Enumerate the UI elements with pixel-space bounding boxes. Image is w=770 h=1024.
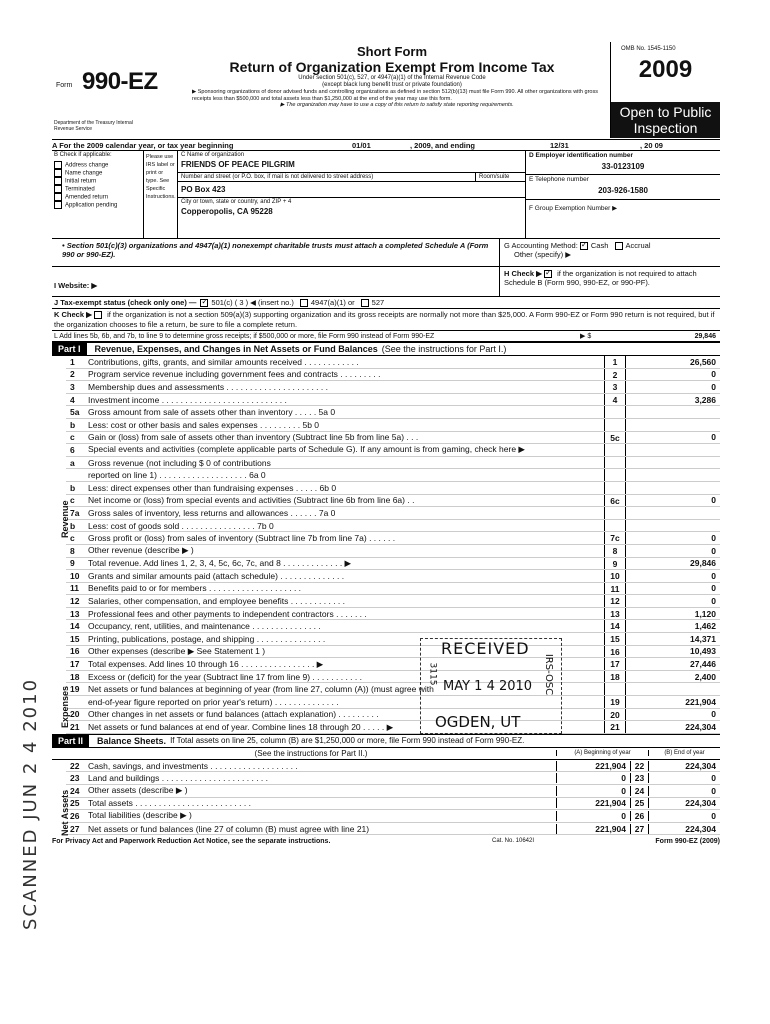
line-amount[interactable]: 224,304 [685,722,716,733]
balance-sheet-line [66,785,720,798]
part-1-note: (See the instructions for Part I.) [381,344,507,354]
line-amount[interactable]: 0 [711,583,716,594]
accounting-method [500,239,720,266]
form-header [52,40,720,140]
end-of-year-amount[interactable]: 224,304 [648,761,720,771]
cash-label: Cash [590,241,609,250]
line-description: Other expenses (describe ▶ See Statement 1 ) [88,645,266,656]
line-number: 5a [70,407,80,418]
form-title: Return of Organization Exempt From Income Tax [229,59,555,75]
balance-sheet-line [66,823,720,836]
scanned-stamp: SCANNED JUN 2 4 2010 [20,677,41,930]
line-box-number: 19 [604,696,626,708]
check-applicable [52,151,144,238]
part-1-line [66,495,720,508]
form-footer [52,838,720,845]
line-description: Less: direct expenses other than fundraising expenses . . . . . 6b 0 [88,482,337,493]
line-number: c [70,432,75,443]
part-1-line [66,457,720,470]
beginning-of-year-amount[interactable]: 0 [556,786,630,796]
room-label: Room/suite [475,173,525,181]
line-description: Other assets (describe ▶ ) [88,785,188,796]
line-amount[interactable]: 1,120 [694,608,716,619]
checkbox-icon[interactable] [54,177,62,185]
501c-label: 501(c) ( 3 ) ◀ (insert no.) [211,298,294,307]
part-1-line [66,381,720,394]
line-amount[interactable]: 0 [711,570,716,581]
omb-number: OMB No. 1545-1150 [621,46,676,52]
website-label: I Website: ▶ [54,281,98,290]
line-amount[interactable]: 29,846 [690,558,716,569]
part-1-line [66,595,720,608]
line-amount[interactable]: 0 [711,432,716,443]
check-amended-return[interactable] [54,193,141,201]
line-description: Gross revenue (not including $ 0 of contributions [88,457,271,468]
line-box-number: 12 [604,595,626,607]
4947-checkbox-icon[interactable] [300,299,308,307]
line-description: Net assets or fund balances at beginning of year (from line 27, column (A)) (must agree with [88,684,434,695]
net-assets-side-label: Net Assets [60,789,70,836]
tax-year-end[interactable]: 12/31 [550,140,569,150]
line-number: b [70,419,76,430]
checkbox-icon[interactable] [54,193,62,201]
footer-form-label: Form 990-EZ (2009) [655,838,720,846]
line-amount[interactable]: 0 [711,533,716,544]
gross-receipts-amount[interactable]: 29,846 [694,332,716,340]
part-2-instructions: (See the instructions for Part II.) [254,748,368,758]
line-description: Net income or (loss) from special events and activities (Subtract line 6b from line 6a) . . [88,495,415,506]
section-501-g-block [52,239,720,267]
line-box-number: 20 [604,709,626,721]
line-description: Investment income . . . . . . . . . . . . . . . . . . . . . . . . . . . [88,394,287,405]
stamp-received: RECEIVED [441,639,530,658]
stamp-city: OGDEN, UT [435,713,521,731]
k-label: K Check ▶ [54,310,92,319]
schedule-b-check [500,267,720,296]
balance-sheet-line [66,760,720,773]
part-1-line [66,658,720,671]
line-box-number: 8 [604,545,626,557]
org-info-block [52,151,720,239]
line-number: b [70,520,76,531]
part-1-line [66,633,720,646]
line-box-number: 27 [630,824,648,834]
end-of-year-amount[interactable]: 224,304 [648,824,720,834]
line-number: 16 [70,646,80,657]
line-box-number: 3 [604,381,626,393]
line-a-label: A For the 2009 calendar year, or tax year beginning [52,140,234,150]
beginning-of-year-amount[interactable]: 221,904 [556,761,630,771]
line-number: 17 [70,659,80,670]
line-amount[interactable]: 2,400 [694,671,716,682]
part-1-line [66,507,720,520]
line-amount[interactable]: 0 [711,495,716,506]
line-box-number: 9 [604,558,626,570]
line-description: Excess or (deficit) for the year (Subtract line 17 from line 9) . . . . . . . . . . . [88,671,362,682]
part-1-line [66,444,720,457]
line-box-number: 5c [604,432,626,444]
line-amount[interactable]: 26,560 [690,356,716,367]
line-number: 6 [70,444,75,455]
beginning-of-year-amount[interactable]: 0 [556,773,630,783]
checkbox-icon[interactable] [54,161,62,169]
line-box-number: 26 [630,811,648,821]
phone-label: E Telephone number [529,176,589,183]
end-of-year-amount[interactable]: 0 [648,786,720,796]
end-of-year-amount[interactable]: 0 [648,811,720,821]
check-label: Address change [65,162,109,169]
line-box-number [604,469,626,481]
part-1-line [66,683,720,696]
subtitle-1: Under section 501(c), 527, or 4947(a)(1) of the Internal Revenue Code [298,75,486,81]
line-number: 22 [70,760,80,771]
short-form-title: Short Form [356,44,428,59]
line-amount[interactable]: 221,904 [685,696,716,707]
line-a-mid: , 2009, and ending [410,140,476,150]
line-box-number: 25 [630,798,648,808]
section-501-note: • Section 501(c)(3) organizations and 4947(a)(1) nonexempt charitable trusts must attach a completed Schedule A (Form 990 or 990-EZ). [52,239,500,266]
check-applicable-label: B Check if applicable: [54,152,112,158]
part-2-note: If Total assets on line 25, column (B) are $1,250,000 or more, file Form 990 instead of Form 990-EZ. [170,736,525,746]
col-a-header: (A) Beginning of year [556,750,648,756]
line-description: Occupancy, rent, utilities, and maintenance . . . . . . . . . . . . . . . [88,621,321,632]
line-box-number: 23 [630,773,648,783]
end-of-year-amount[interactable]: 0 [648,773,720,783]
accrual-checkbox-icon[interactable] [615,242,623,250]
line-description: Program service revenue including government fees and contracts . . . . . . . . . [88,369,381,380]
part-1-line [66,432,720,445]
check-terminated[interactable] [54,185,141,193]
line-box-number [604,444,626,456]
cash-checkbox-icon[interactable] [580,242,588,250]
part-2-title: Balance Sheets. [97,735,167,746]
subtitle-2: (except black lung benefit trust or private foundation) [322,82,462,88]
ein-label: D Employer identification number [529,152,634,159]
balance-sheet-line [66,810,720,823]
line-amount[interactable]: 0 [711,381,716,392]
check-label: Application pending [65,202,118,209]
line-box-number [604,683,626,695]
line-description: Total liabilities (describe ▶ ) [88,810,192,821]
please-use-label: Please use IRS label or print or type. See Specific Instructions. [144,151,178,238]
part-2-label: Part II [52,735,89,747]
line-box-number: 15 [604,633,626,645]
part-1-line [66,356,720,369]
check-application-pending[interactable] [54,201,141,209]
line-amount[interactable]: 0 [711,596,716,607]
check-label: Name change [65,170,103,177]
part-1-label: Part I [52,343,87,355]
tax-year: 2009 [638,56,693,83]
part-1-line [66,721,720,734]
line-box-number: 24 [630,786,648,796]
checkbox-icon[interactable] [54,185,62,193]
line-description: Other changes in net assets or fund balances (attach explanation) . . . . . . . . . [88,709,379,720]
ein-phone-block [526,151,720,238]
omb-box [610,42,720,138]
check-label: Amended return [65,194,109,201]
stamp-side-2: IRS-OSC [542,653,554,696]
line-number: c [70,533,75,544]
org-name-label: C Name of organization [181,152,245,158]
part-1-lines [52,356,720,734]
accrual-label: Accrual [625,241,651,250]
line-number: 7a [70,507,80,518]
line-number: 12 [70,596,80,607]
part-1-line [66,394,720,407]
privacy-notice: For Privacy Act and Paperwork Reduction Act Notice, see the separate instructions. [52,838,331,846]
line-description: Benefits paid to or for members . . . . . . . . . . . . . . . . . . . . [88,583,302,594]
website-row [52,267,500,296]
4947-label: 4947(a)(1) or [310,298,355,307]
gross-receipts-label: L Add lines 5b, 6b, and 7b, to line 9 to determine gross receipts; if $500,000 or more, file Form 990 instead of Form 990-EZ [54,332,435,340]
line-box-number: 2 [604,369,626,381]
subtitle-4: ▶ The organization may have to use a copy of this return to satisfy state reporting requirements. [280,102,514,108]
line-number: 11 [70,583,79,594]
line-box-number [604,419,626,431]
part-1-line [66,532,720,545]
phone-value[interactable]: 203-926-1580 [526,184,720,200]
line-box-number: 22 [630,761,648,771]
part-1-header [52,342,720,356]
catalog-number: Cat. No. 10642I [492,838,535,845]
part-1-line [66,406,720,419]
dollar-sign: ▶ $ [580,333,592,340]
line-number: 27 [70,823,80,834]
527-label: 527 [371,298,385,307]
line-description: end-of-year figure reported on prior year's return) . . . . . . . . . . . . . . [88,696,339,707]
part-1-line [66,696,720,709]
check-label: Terminated [65,186,95,193]
line-amount[interactable]: 1,462 [694,621,716,632]
line-description: Gain or (loss) from sale of assets other than inventory (Subtract line 5b from line 5a) . . . [88,432,419,443]
street-label: Number and street (or P.O. box, if mail is not delivered to street address) [181,174,374,180]
beginning-of-year-amount[interactable]: 221,904 [556,824,630,834]
line-description: Land and buildings . . . . . . . . . . . . . . . . . . . . . . . [88,773,268,784]
part-1-line [66,570,720,583]
form-label: Form [56,82,73,89]
line-number: 14 [70,621,80,632]
line-number: b [70,482,76,493]
k-checkbox-icon[interactable] [94,311,102,319]
line-box-number [604,457,626,469]
part-1-line [66,646,720,659]
check-label: Initial return [65,178,97,185]
line-box-number: 11 [604,583,626,595]
line-a [52,140,720,151]
line-amount[interactable]: 27,446 [690,659,716,670]
ein-value[interactable]: 33-0123109 [526,160,720,175]
527-checkbox-icon[interactable] [361,299,369,307]
line-box-number: 6c [604,495,626,507]
line-amount[interactable]: 14,371 [690,633,716,644]
form-page [52,40,720,845]
tax-year-begin[interactable]: 01/01 [352,140,371,150]
line-box-number [604,482,626,494]
beginning-of-year-amount[interactable]: 0 [556,811,630,821]
line-description: Total expenses. Add lines 10 through 16 . . . . . . . . . . . . . . . . ▶ [88,658,324,669]
line-description: Special events and activities (complete applicable parts of Schedule G). If any amount is from gaming, check here ▶ [88,444,525,455]
501c-checkbox-icon[interactable] [200,299,208,307]
check-name-change[interactable] [54,169,141,177]
stamp-date: MAY 1 4 2010 [443,679,533,694]
end-of-year-amount[interactable]: 224,304 [648,798,720,808]
line-description: Printing, publications, postage, and shipping . . . . . . . . . . . . . . . [88,633,326,644]
col-b-header: (B) End of year [648,750,720,756]
part-1-line [66,671,720,684]
balance-sheet-line [66,772,720,785]
expenses-side-label: Expenses [60,685,70,728]
line-number: 4 [70,394,75,405]
line-amount[interactable]: 0 [711,709,716,720]
line-amount[interactable]: 10,493 [690,646,716,657]
line-description: Other revenue (describe ▶ ) [88,545,194,556]
line-description: Total assets . . . . . . . . . . . . . . . . . . . . . . . . . [88,798,251,809]
line-number: 2 [70,369,75,380]
department-label: Department of the Treasury Internal Revenue Service [54,120,133,132]
line-box-number [604,520,626,532]
part-1-line [66,558,720,571]
line-number: c [70,495,75,506]
line-number: 9 [70,558,75,569]
stamp-side-1: 3115 [427,662,438,686]
line-box-number: 4 [604,394,626,406]
line-number: 19 [70,684,80,695]
line-box-number: 1 [604,356,626,368]
line-number: 15 [70,633,80,644]
line-l [52,331,720,342]
line-number: a [70,457,75,468]
title-block [182,44,602,109]
line-box-number: 7c [604,532,626,544]
street-address[interactable]: PO Box 423 [178,182,525,198]
line-number: 3 [70,381,75,392]
line-description: Gross amount from sale of assets other than inventory . . . . . 5a 0 [88,407,336,418]
line-description: Less: cost or other basis and sales expenses . . . . . . . . . 5b 0 [88,419,320,430]
line-box-number: 13 [604,608,626,620]
line-description: Net assets or fund balances at end of year. Combine lines 18 through 20 . . . . . ▶ [88,721,394,732]
line-description: Total revenue. Add lines 1, 2, 3, 4, 5c, 6c, 7c, and 8 . . . . . . . . . . . . . ▶ [88,557,352,568]
line-description: Gross profit or (loss) from sales of inventory (Subtract line 7b from line 7a) . . . . . . [88,533,396,544]
line-number: 24 [70,785,80,796]
line-box-number [604,406,626,418]
line-description: Professional fees and other payments to independent contractors . . . . . . . [88,608,367,619]
line-amount[interactable]: 3,286 [694,394,716,405]
part-1-line [66,620,720,633]
line-number: 8 [70,545,75,556]
org-name-address [178,151,526,238]
tax-year-end-year: , 20 09 [640,140,663,150]
website-h-block [52,267,720,297]
line-description: Membership dues and assessments . . . . . . . . . . . . . . . . . . . . . . [88,381,328,392]
form-number: 990-EZ [82,68,158,95]
line-amount[interactable]: 0 [711,369,716,380]
group-exemption-label: F Group Exemption Number ▶ [529,205,618,212]
part-2-col-header [52,748,720,760]
open-to-public: Open to Public Inspection [611,102,720,138]
schedule-b-checkbox-icon[interactable] [544,270,552,278]
city-state-zip[interactable]: Copperopolis, CA 95228 [181,207,273,216]
line-description: Grants and similar amounts paid (attach schedule) . . . . . . . . . . . . . . [88,570,345,581]
line-number: 1 [70,356,75,367]
line-box-number: 16 [604,646,626,658]
line-box-number: 17 [604,658,626,670]
part-1-line [66,583,720,596]
line-box-number: 21 [604,721,626,733]
line-number: 21 [70,722,80,733]
accounting-method-label: G Accounting Method: [504,241,578,250]
line-j [52,297,720,309]
line-number: 26 [70,810,80,821]
line-number: 23 [70,773,80,784]
line-k [52,309,720,331]
tax-exempt-label: J Tax-exempt status (check only one) — [54,298,197,307]
line-number: 10 [70,570,80,581]
checkbox-icon[interactable] [54,169,62,177]
line-description: Contributions, gifts, grants, and similar amounts received . . . . . . . . . . . . [88,356,359,367]
h-label: H Check ▶ [504,269,542,278]
beginning-of-year-amount[interactable]: 221,904 [556,798,630,808]
line-description: Gross sales of inventory, less returns and allowances . . . . . . 7a 0 [88,507,336,518]
balance-sheet-line [66,798,720,811]
part-1-line [66,469,720,482]
part-1-line [66,482,720,495]
line-box-number: 10 [604,570,626,582]
k-text: if the organization is not a section 509(a)(3) supporting organization and its gross receipts are normally not more than $25,000. A Form 990-EZ or Form 990 return is not required, but if the organization chooses to file a return, be sure to file a complete return. [54,310,715,329]
line-number: 18 [70,671,80,682]
schedule-b-text: if the organization is not required to attach Schedule B (Form 990, 990-EZ, or 990-PF). [504,269,697,288]
line-description: Salaries, other compensation, and employee benefits . . . . . . . . . . . . [88,596,346,607]
subtitle-3: ▶ Sponsoring organizations of donor advised funds and controlling organizations as defined in section 512(b)(13) must file Form 990. All other organizations with gross receipts less than $500,000 and total assets less than $1,250,000 at the end of the year may use this form. [192,89,598,102]
line-description: reported on line 1) . . . . . . . . . . . . . . . . . . . 6a 0 [88,470,266,481]
part-1-line [66,545,720,558]
part-2-header [52,734,720,748]
revenue-side-label: Revenue [60,500,70,538]
city-label: City or town, state or country, and ZIP + 4 [181,199,292,205]
part-1-line [66,520,720,533]
part-1-title: Revenue, Expenses, and Changes in Net Assets or Fund Balances [94,344,378,354]
org-name[interactable]: FRIENDS OF PEACE PILGRIM [178,159,525,173]
part-2-lines [52,760,720,836]
line-amount[interactable]: 0 [711,545,716,556]
part-1-line [66,419,720,432]
part-1-line [66,369,720,382]
line-box-number: 14 [604,620,626,632]
line-box-number: 18 [604,671,626,683]
line-description: Net assets or fund balances (line 27 of column (B) must agree with line 21) [88,823,370,834]
check-address-change[interactable] [54,161,141,169]
line-description: Less: cost of goods sold . . . . . . . . . . . . . . . . 7b 0 [88,520,274,531]
line-box-number [604,507,626,519]
part-1-line [66,608,720,621]
received-stamp [420,638,562,734]
part-1-line [66,709,720,722]
line-number: 25 [70,798,80,809]
checkbox-icon[interactable] [54,201,62,209]
line-number: 13 [70,608,80,619]
check-initial-return[interactable] [54,177,141,185]
line-number: 20 [70,709,80,720]
other-specify-label: Other (specify) ▶ [514,250,572,260]
line-description: Cash, savings, and investments . . . . . . . . . . . . . . . . . . . [88,760,298,771]
